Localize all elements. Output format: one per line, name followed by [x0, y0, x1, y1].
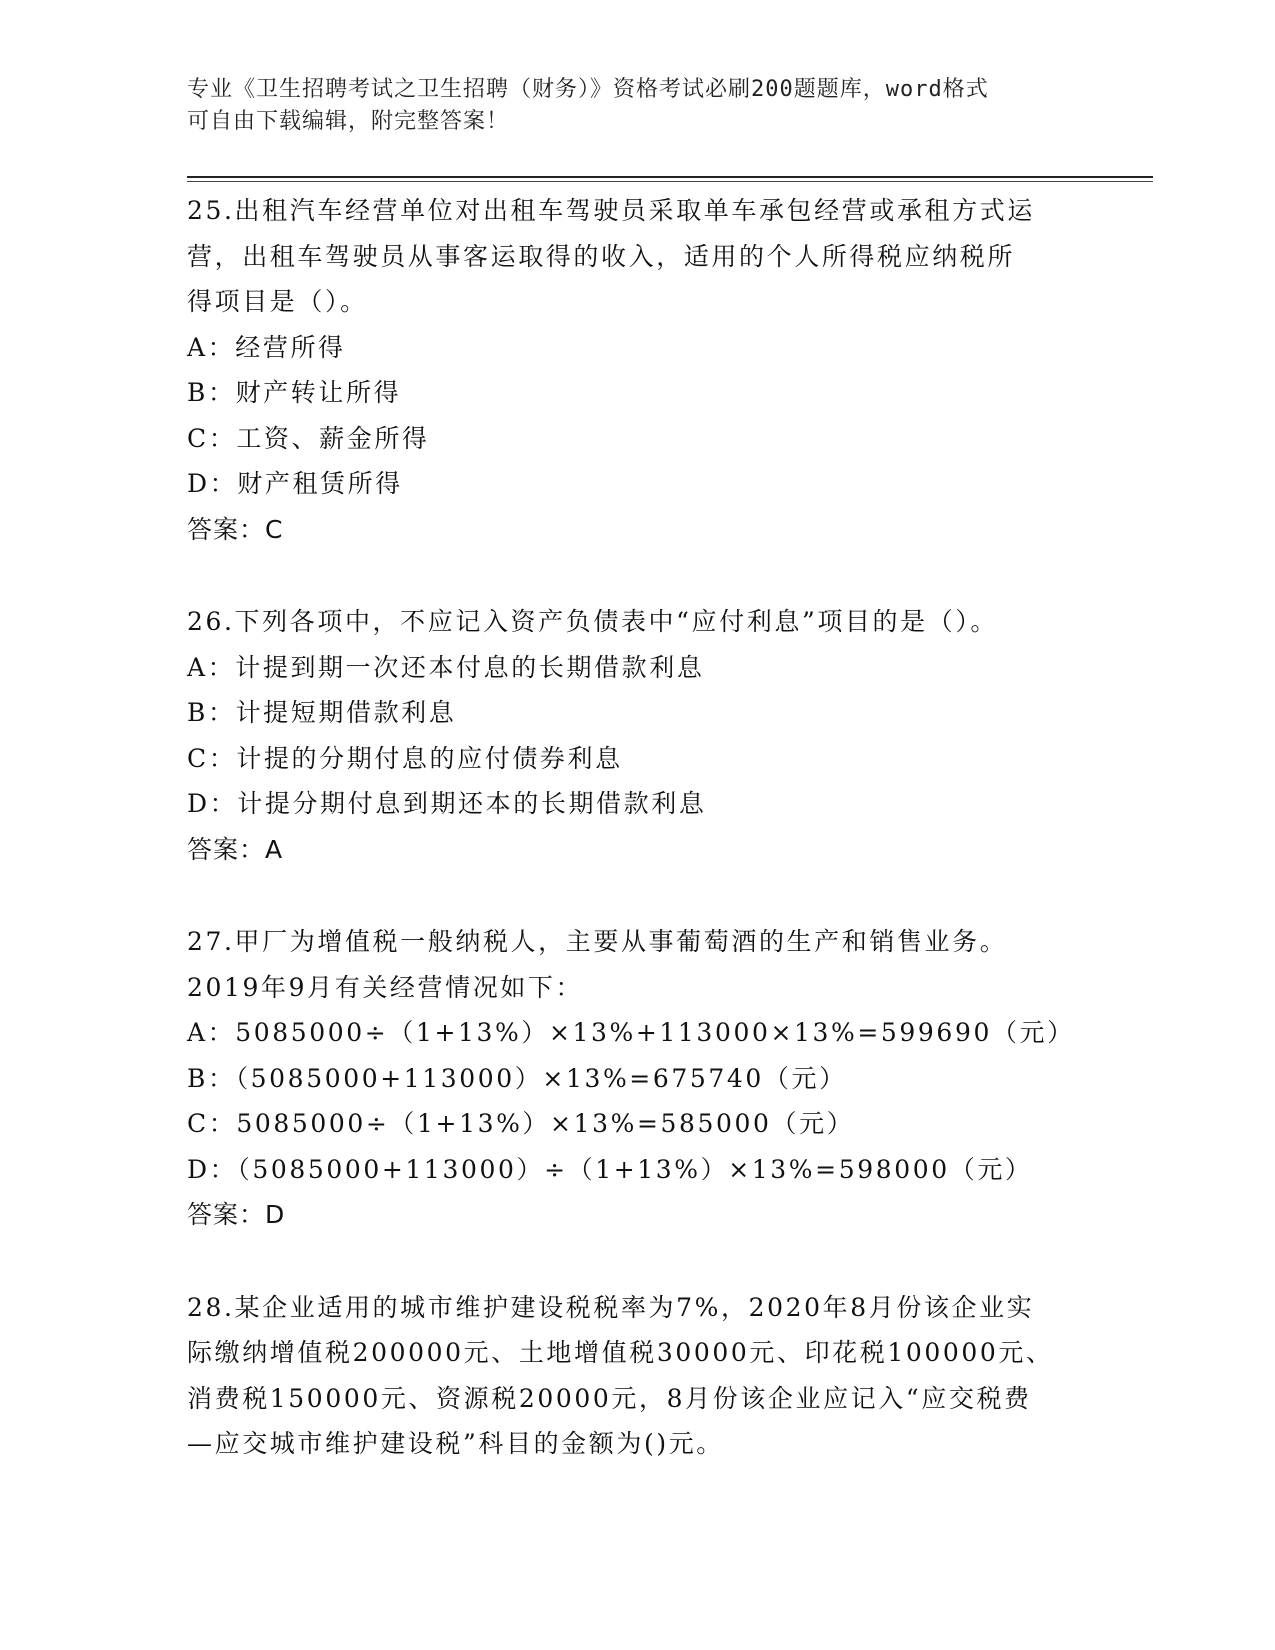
- question-stem: 营，出租车驾驶员从事客运取得的收入，适用的个人所得税应纳税所: [187, 241, 1016, 271]
- question-27: [187, 919, 1087, 1238]
- header-line: 可自由下载编辑，附完整答案！: [187, 109, 510, 134]
- option-b: B：财产转让所得: [187, 378, 402, 407]
- question-26: [187, 599, 1087, 872]
- answer-label: 答案：D: [187, 1200, 286, 1229]
- option-c: C：5085000÷（1+13%）×13%=585000（元）: [187, 1109, 855, 1138]
- question-stem: 2019年9月有关经营情况如下：: [187, 972, 584, 1002]
- option-a: A：5085000÷（1+13%）×13%+113000×13%=599690（元）: [187, 1018, 1075, 1047]
- option-c: C：工资、薪金所得: [187, 423, 430, 453]
- answer-label: 答案：A: [187, 834, 284, 864]
- option-c: C：计提的分期付息的应付债券利息: [187, 743, 623, 773]
- question-list: [187, 188, 1087, 1467]
- header-line: 专业《卫生招聘考试之卫生招聘（财务）》资格考试必刷200题题库，word格式: [187, 77, 989, 102]
- question-stem: 27.甲厂为增值税一般纳税人，主要从事葡萄酒的生产和销售业务。: [187, 927, 1008, 956]
- question-stem: —应交城市维护建设税”科目的金额为()元。: [187, 1429, 724, 1458]
- question-stem: 28.某企业适用的城市维护建设税税率为7%，2020年8月份该企业实: [187, 1292, 1035, 1322]
- question-stem: 际缴纳增值税200000元、土地增值税30000元、印花税100000元、: [187, 1338, 1054, 1367]
- option-b: B：（5085000+113000）×13%=675740（元）: [187, 1063, 847, 1093]
- question-25: [187, 188, 1087, 552]
- option-a: A：经营所得: [187, 332, 346, 362]
- question-stem: 消费税150000元、资源税20000元，8月份该企业应记入“应交税费: [187, 1383, 1032, 1413]
- header-divider-thin: [187, 181, 1153, 182]
- question-stem: 26.下列各项中，不应记入资产负债表中“应付利息”项目的是（）。: [187, 607, 999, 636]
- option-d: D：（5085000+113000）÷（1+13%）×13%=598000（元）: [187, 1154, 1033, 1184]
- option-d: D：计提分期付息到期还本的长期借款利息: [187, 789, 707, 818]
- option-d: D：财产租赁所得: [187, 469, 403, 498]
- question-stem: 25.出租汽车经营单位对出租车驾驶员采取单车承包经营或承租方式运: [187, 196, 1035, 225]
- option-b: B：计提短期借款利息: [187, 698, 457, 727]
- header-divider: [187, 176, 1153, 178]
- answer-label: 答案：C: [187, 514, 284, 544]
- document-header: [187, 74, 1067, 138]
- question-28: [187, 1285, 1087, 1467]
- question-stem: 得项目是（）。: [187, 287, 368, 316]
- option-a: A：计提到期一次还本付息的长期借款利息: [187, 652, 705, 682]
